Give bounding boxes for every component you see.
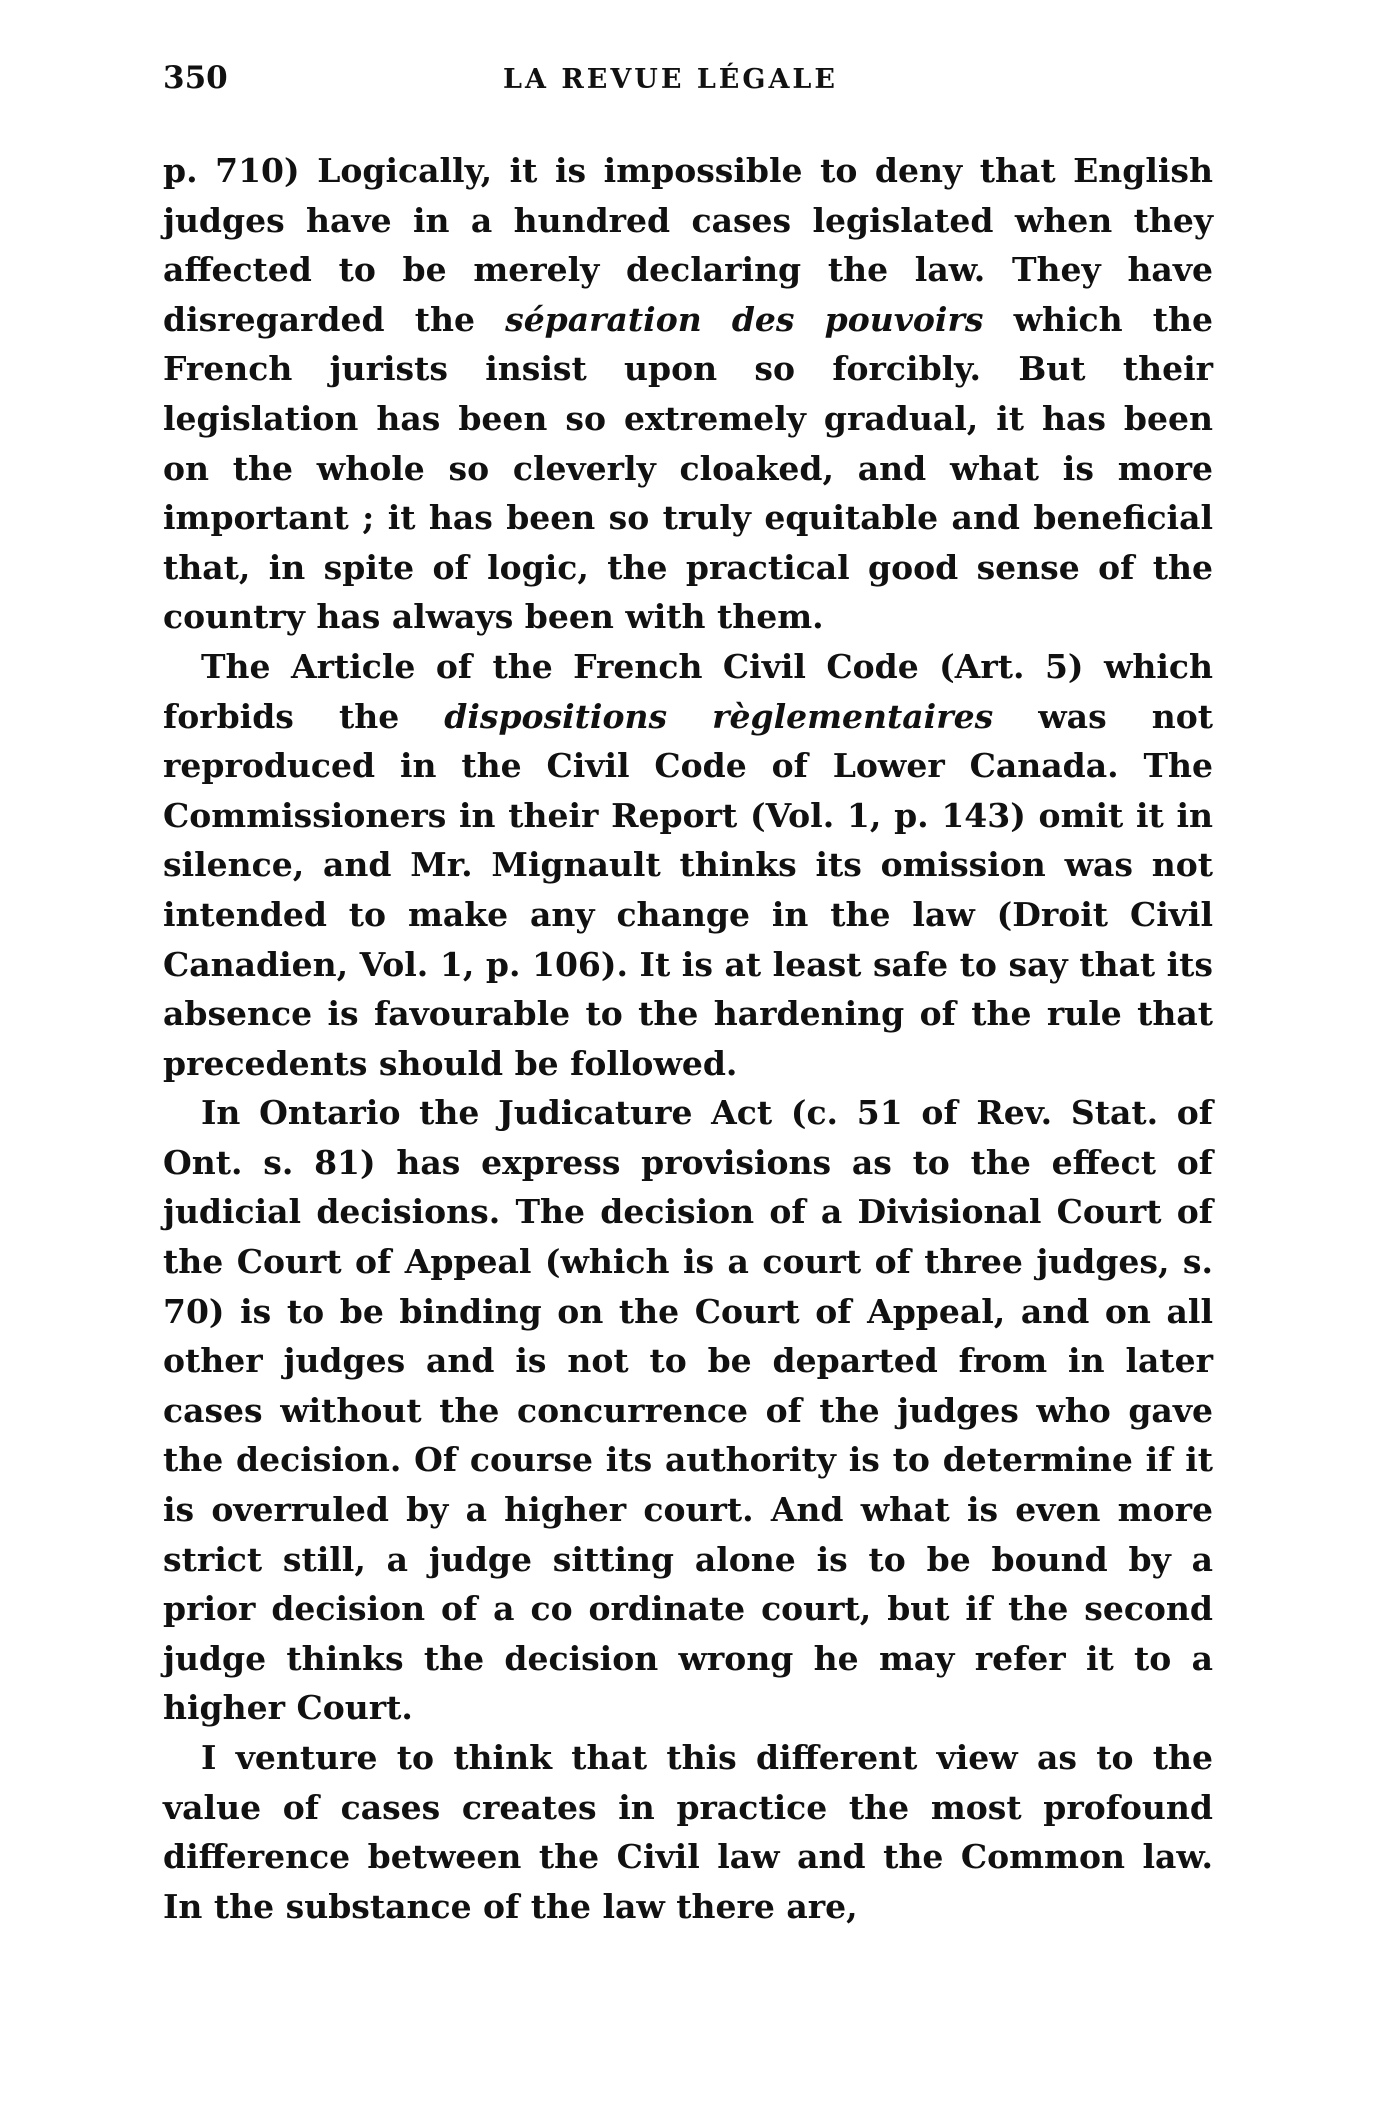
page-number: 350 bbox=[163, 60, 228, 96]
paragraph-1-run-1: p. 710) Logically, it is impossible to deny that English judges have in a hundred cases legislated when they affected to be merely declaring the law. They have disregarded the bbox=[163, 151, 1213, 339]
paragraph-2 bbox=[163, 642, 1213, 1088]
paragraph-2-run-3: was not reproduced in the Civil Code of Lower Canada. The Commissioners in their Report (Vol. 1, p. 143) omit it in silence, and Mr. Mignault thinks its omission was not intended to make any change in the law (Droit Civil Canadien, Vol. 1, p. 106). It is at least safe to say that its absence is favourable to the hardening of the rule that precedents should be followed. bbox=[163, 696, 1213, 1083]
paragraph-1 bbox=[163, 146, 1213, 642]
page bbox=[163, 60, 1213, 1931]
paragraph-4 bbox=[163, 1733, 1213, 1931]
paragraph-3 bbox=[163, 1088, 1213, 1733]
paragraph-2-run-1: The Article of the French Civil Code (Art. 5) which forbids the bbox=[163, 646, 1213, 736]
paragraph-4-run-1: I venture to think that this different view as to the value of cases creates in practice the most profound difference between the Civil law and the Common law. In the substance of the law there are, bbox=[163, 1738, 1213, 1926]
paragraph-1-italic-phrase: séparation des pouvoirs bbox=[505, 299, 984, 339]
paragraph-2-italic-phrase: dispositions règlementaires bbox=[444, 696, 994, 736]
body-text bbox=[163, 146, 1213, 1931]
journal-title: LA REVUE LÉGALE bbox=[503, 64, 838, 95]
paragraph-1-run-3: which the French jurists insist upon so forcibly. But their legislation has been so extremely gradual, it has been on the whole so cleverly cloaked, and what is more important ; it has been so truly equitable and beneficial that, in spite of logic, the practical good sense of the country has always been with them. bbox=[163, 299, 1213, 637]
running-head bbox=[163, 60, 1213, 110]
paragraph-3-run-1: In Ontario the Judicature Act (c. 51 of Rev. Stat. of Ont. s. 81) has express provisions as to the effect of judicial decisions. The decision of a Divisional Court of the Court of Appeal (which is a court of three judges, s. 70) is to be binding on the Court of Appeal, and on all other judges and is not to be departed from in later cases without the concurrence of the judges who gave the decision. Of course its authority is to determine if it is overruled by a higher court. And what is even more strict still, a judge sitting alone is to be bound by a prior decision of a co ordinate court, but if the second judge thinks the decision wrong he may refer it to a higher Court. bbox=[163, 1093, 1213, 1728]
